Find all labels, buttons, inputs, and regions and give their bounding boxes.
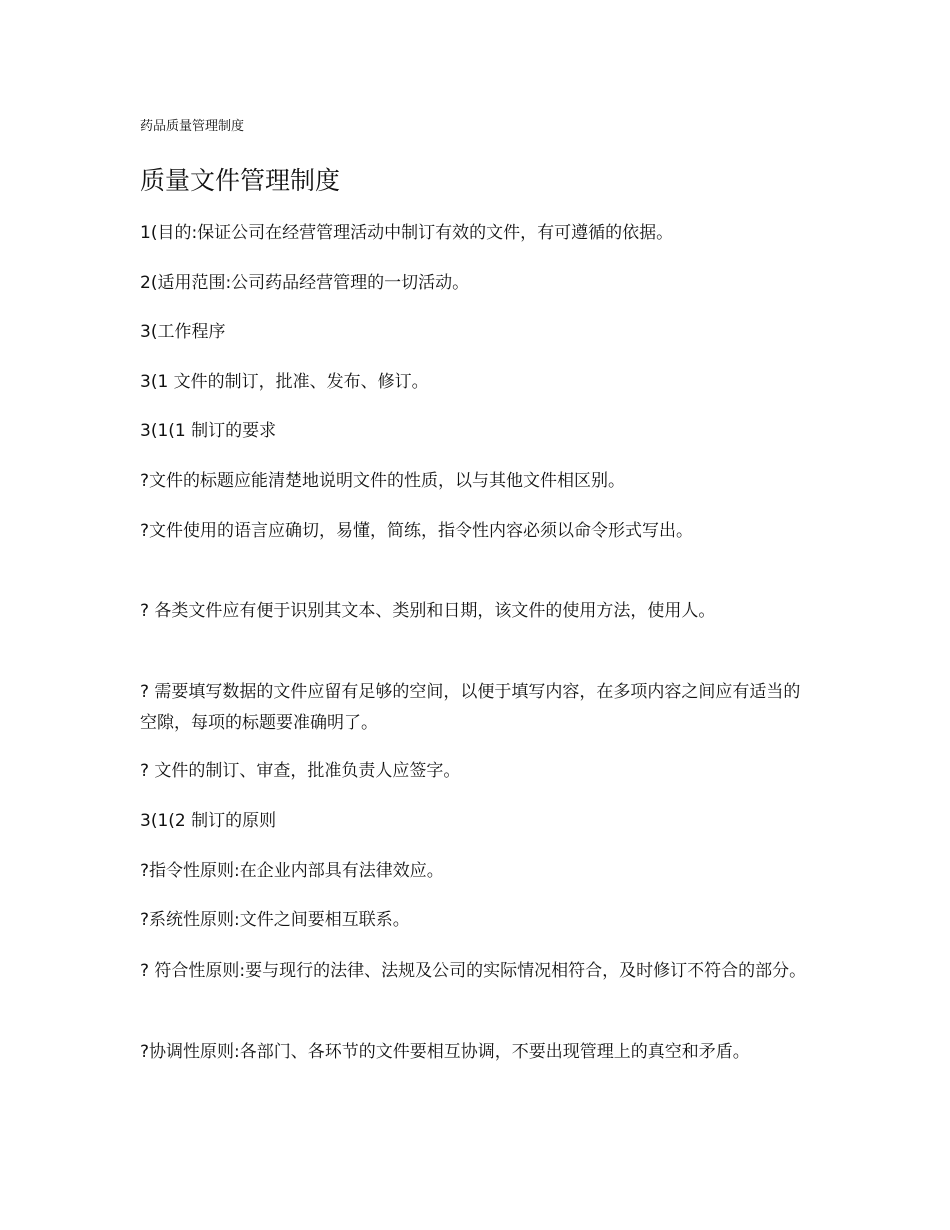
- paragraph-procedure: 3(工作程序: [140, 322, 226, 342]
- paragraph-principle-coordination: ?协调性原则:各部门、各环节的文件要相互协调，不要出现管理上的真空和矛盾。: [140, 1042, 750, 1062]
- paragraph-principle-system: ?系统性原则:文件之间要相互联系。: [140, 910, 410, 930]
- paragraph-principle-directive: ?指令性原则:在企业内部具有法律效应。: [140, 861, 444, 881]
- paragraph-requirement-space: ? 需要填写数据的文件应留有足够的空间，以便于填写内容，在多项内容之间应有适当的空隙，每项的标题要准确明了。: [140, 682, 801, 733]
- paragraph-section-3-1-1: 3(1(1 制订的要求: [140, 421, 277, 441]
- paragraph-section-3-1: 3(1 文件的制订，批准、发布、修订。: [140, 372, 429, 392]
- paragraph-scope: 2(适用范围:公司药品经营管理的一切活动。: [140, 273, 470, 293]
- paragraph-requirement-language: ?文件使用的语言应确切，易懂，简练，指令性内容必须以命令形式写出。: [140, 521, 694, 541]
- paragraph-requirement-signature: ? 文件的制订、审查，批准负责人应签字。: [140, 761, 461, 781]
- paragraph-principle-compliance: ? 符合性原则:要与现行的法律、法规及公司的实际情况相符合，及时修订不符合的部分。: [140, 961, 807, 981]
- paragraph-requirement-identification: ? 各类文件应有便于识别其文本、类别和日期，该文件的使用方法，使用人。: [140, 601, 716, 621]
- paragraph-requirement-title: ?文件的标题应能清楚地说明文件的性质，以与其他文件相区别。: [140, 471, 626, 491]
- paragraph-purpose: 1(目的:保证公司在经营管理活动中制订有效的文件，有可遵循的依据。: [140, 223, 674, 243]
- document-page: [140, 0, 812, 1230]
- paragraph-section-3-1-2: 3(1(2 制订的原则: [140, 811, 277, 831]
- document-header: 药品质量管理制度: [140, 119, 245, 134]
- document-title: 质量文件管理制度: [140, 166, 341, 195]
